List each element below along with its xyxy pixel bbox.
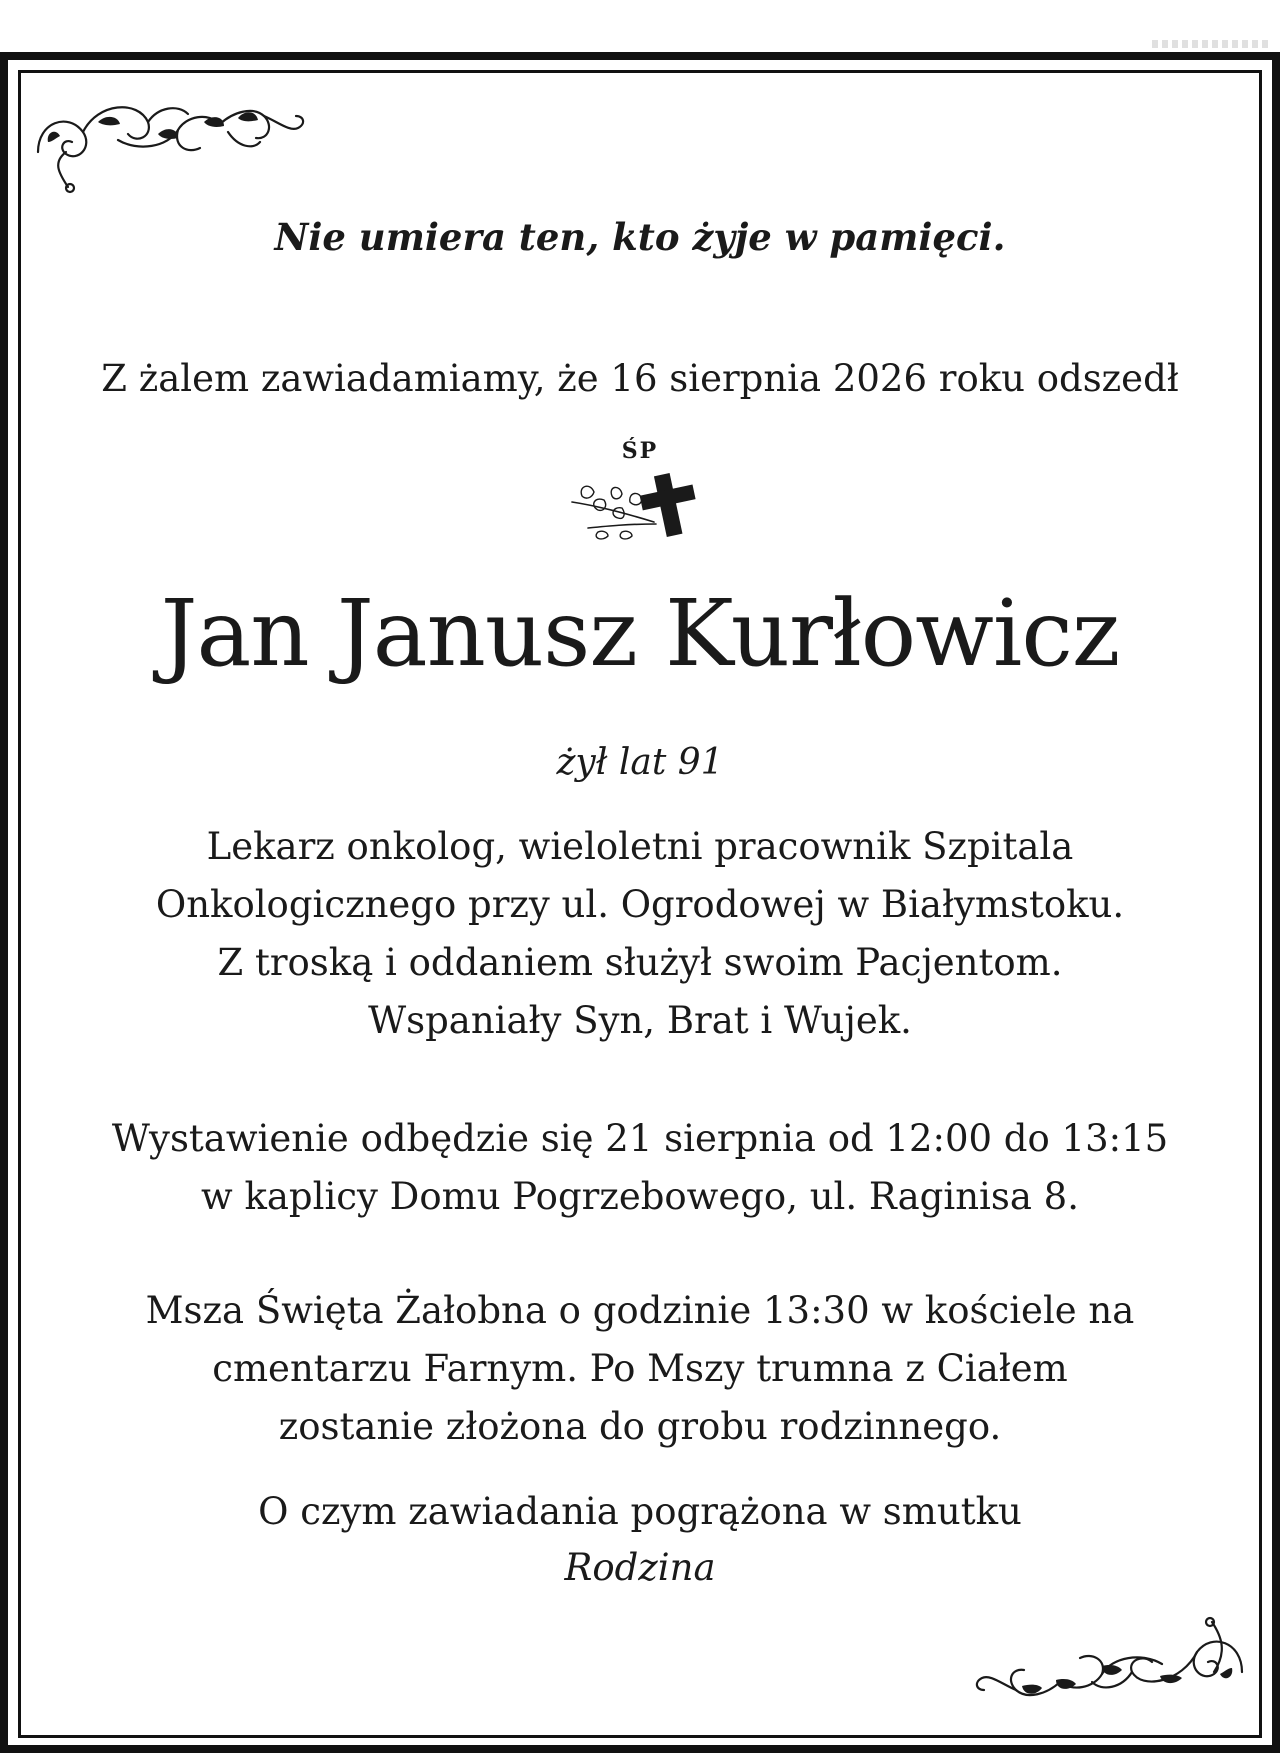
viewing-line: w kaplicy Domu Pogrzebowego, ul. Raginisa 8. bbox=[201, 1175, 1079, 1218]
floral-ornament-icon bbox=[968, 1612, 1252, 1718]
biography-line: Onkologicznego przy ul. Ogrodowej w Białymstoku. bbox=[155, 883, 1125, 926]
scan-artifact bbox=[1152, 40, 1272, 48]
biography-line: Z troską i oddaniem służył swoim Pacjentom. bbox=[217, 941, 1063, 984]
biography-line: Wspaniały Syn, Brat i Wujek. bbox=[368, 999, 912, 1042]
biography-line: Lekarz onkolog, wieloletni pracownik Szpitala bbox=[206, 825, 1074, 868]
viewing-line: Wystawienie odbędzie się 21 sierpnia od 12:00 do 13:15 bbox=[111, 1117, 1169, 1160]
age-line: żył lat 91 bbox=[556, 742, 724, 783]
funeral-mass-paragraph bbox=[40, 1282, 1240, 1456]
mass-line: cmentarzu Farnym. Po Mszy trumna z Ciałem bbox=[212, 1347, 1068, 1390]
sp-label: ŚP bbox=[621, 438, 659, 464]
family-signature: Rodzina bbox=[564, 1546, 716, 1589]
cross-with-branch-icon bbox=[568, 466, 714, 542]
mass-line: zostanie złożona do grobu rodzinnego. bbox=[278, 1405, 1002, 1448]
viewing-paragraph bbox=[40, 1110, 1240, 1226]
floral-ornament-icon bbox=[28, 92, 312, 198]
mass-line: Msza Święta Żałobna o godzinie 13:30 w kościele na bbox=[145, 1289, 1135, 1332]
closing-line: O czym zawiadania pogrążona w smutku bbox=[258, 1490, 1022, 1533]
deceased-name: Jan Janusz Kurłowicz bbox=[160, 580, 1120, 687]
announcement-intro: Z żalem zawiadamiamy, że 16 sierpnia 2026 roku odszedł bbox=[101, 357, 1179, 400]
motto-quote: Nie umiera ten, kto żyje w pamięci. bbox=[274, 215, 1006, 259]
biography-paragraph bbox=[40, 818, 1240, 1050]
